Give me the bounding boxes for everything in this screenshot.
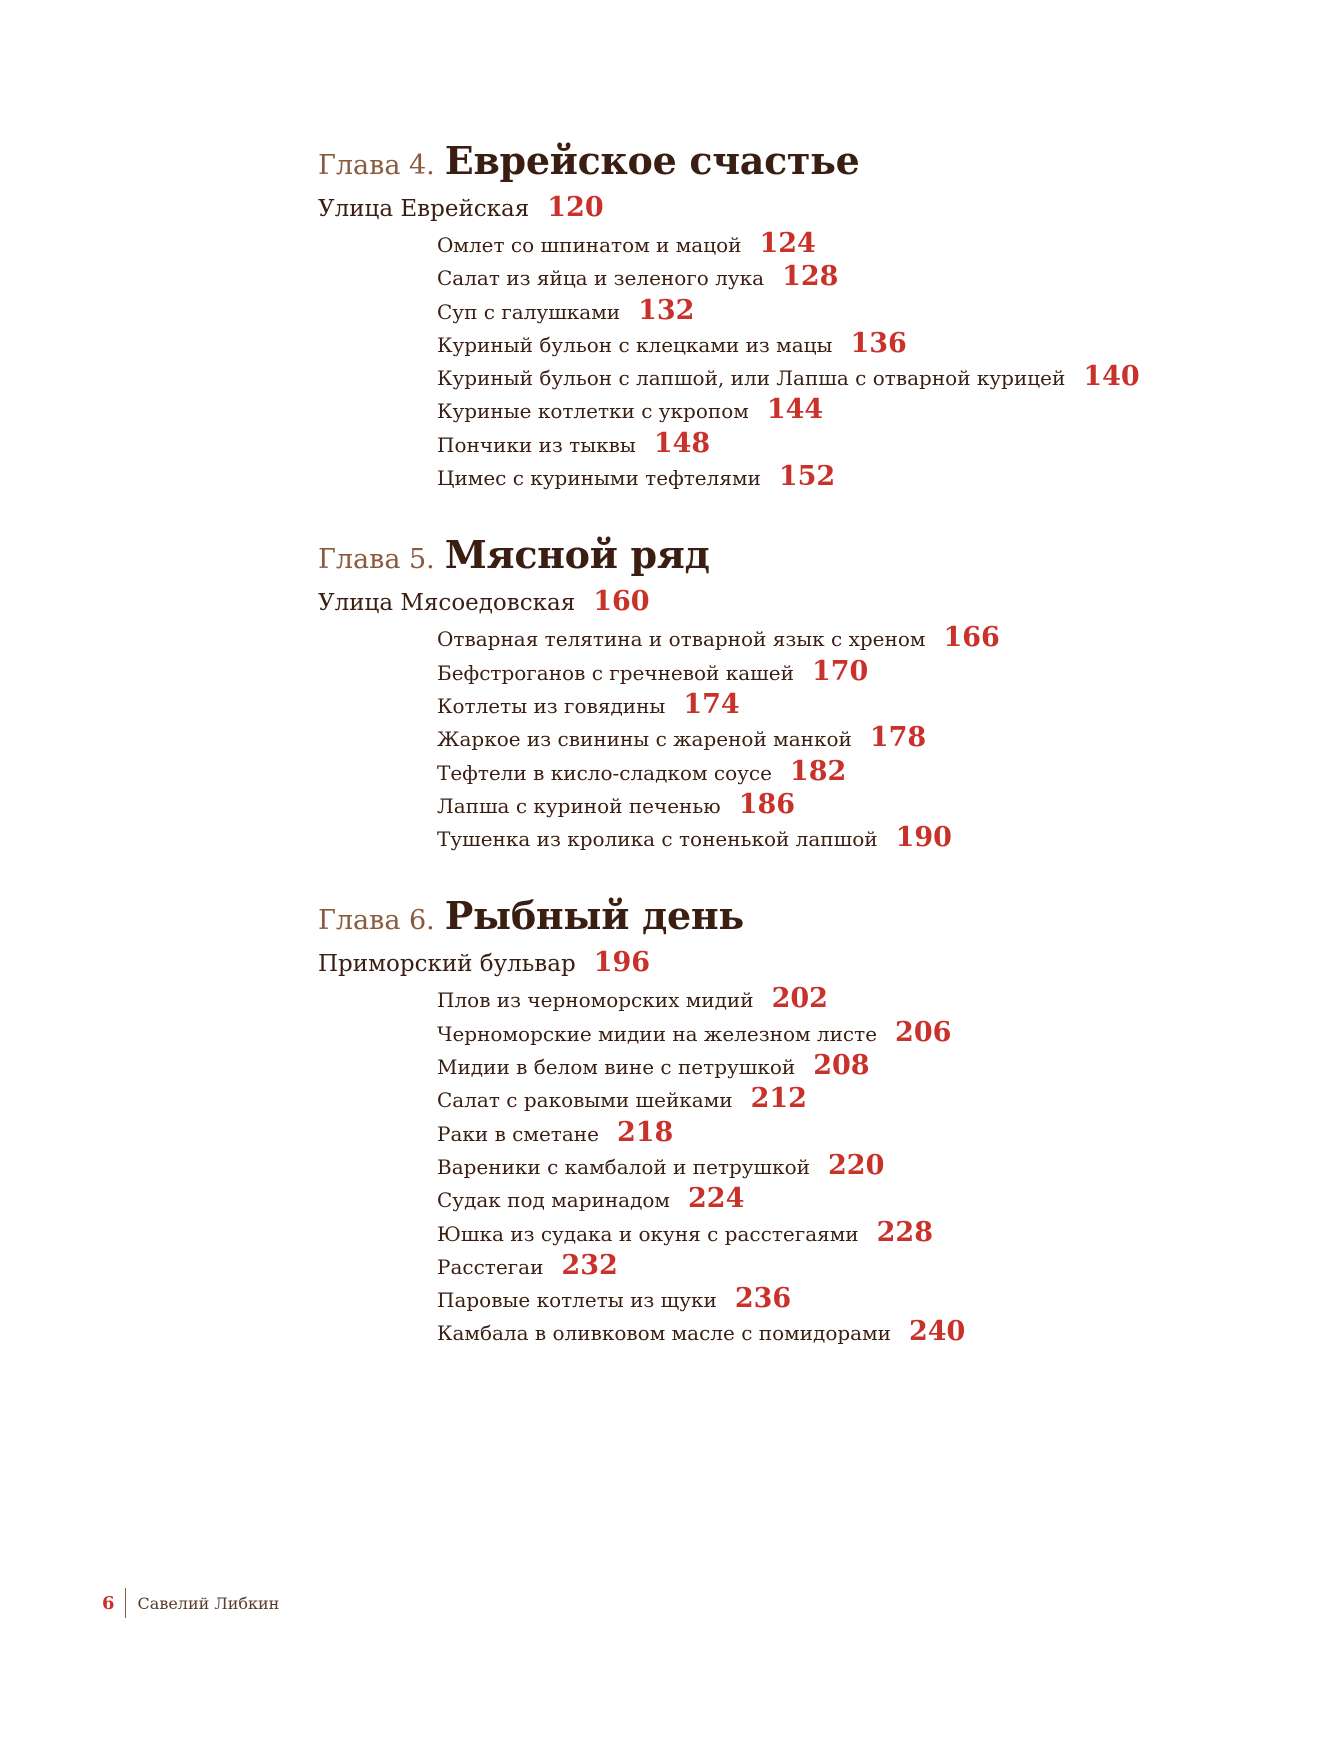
recipe-entry[interactable] [437,789,1278,822]
recipe-name: Салат из яйца и зеленого лука [437,266,765,291]
recipe-page-number: 218 [616,1116,674,1148]
recipe-entry[interactable] [437,656,1278,689]
chapter-title: Рыбный день [444,893,744,939]
recipe-name: Мидии в белом вине с петрушкой [437,1055,796,1080]
recipe-name: Юшка из судака и окуня с расстегаями [437,1221,859,1246]
street-entry[interactable] [318,947,1278,983]
chapter-title: Еврейское счастье [444,138,860,183]
recipe-name: Куриный бульон с лапшой, или Лапша с отварной курицей [437,366,1066,391]
street-name: Улица Мясоедовская [318,590,576,617]
recipe-name: Цимес с куриными тефтелями [437,466,761,491]
footer-divider [125,1588,126,1618]
recipe-page-number: 144 [766,394,824,426]
recipe-entry[interactable] [437,983,1278,1016]
recipe-entry[interactable] [437,822,1278,855]
recipe-page-number: 174 [683,688,740,720]
chapter-section [318,138,1278,494]
recipe-name: Куриные котлетки с укропом [437,399,749,424]
recipe-entry[interactable] [437,1183,1278,1216]
chapter-label: Глава 4. [318,150,435,181]
recipe-list [437,228,1278,494]
chapter-header [318,532,1278,586]
recipe-list [437,983,1278,1349]
chapter-header [318,893,1278,947]
recipe-name: Тефтели в кисло-сладком соусе [437,760,772,785]
recipe-page-number: 152 [778,461,836,493]
recipe-entry[interactable] [437,1117,1278,1150]
street-entry[interactable] [318,192,1278,228]
page-footer [102,1588,279,1618]
recipe-page-number: 228 [876,1216,933,1248]
recipe-page-number: 202 [771,983,828,1015]
recipe-entry[interactable] [437,394,1278,427]
recipe-entry[interactable] [437,328,1278,361]
recipe-name: Отварная телятина и отварной язык с хреном [437,627,926,652]
street-name: Улица Еврейская [318,196,530,222]
recipe-entry[interactable] [437,428,1278,461]
chapter-header [318,138,1278,192]
recipe-entry[interactable] [437,1017,1278,1050]
recipe-name: Пончики из тыквы [437,432,636,457]
street-page-number: 196 [593,947,651,979]
recipe-entry[interactable] [437,461,1278,494]
recipe-page-number: 136 [850,327,907,359]
recipe-page-number: 220 [828,1149,885,1181]
recipe-page-number: 232 [561,1249,618,1281]
recipe-entry[interactable] [437,622,1278,655]
recipe-entry[interactable] [437,689,1278,722]
chapter-label: Глава 5. [318,544,435,576]
street-entry[interactable] [318,586,1278,622]
recipe-page-number: 182 [789,755,847,787]
recipe-page-number: 148 [653,427,711,459]
recipe-page-number: 190 [895,822,952,854]
recipe-page-number: 166 [943,622,1000,654]
footer-author: Савелий Либкин [137,1593,280,1613]
recipe-name: Плов из черноморских мидий [437,988,754,1013]
recipe-entry[interactable] [437,1316,1278,1349]
recipe-entry[interactable] [437,1217,1278,1250]
recipe-page-number: 132 [638,294,695,326]
chapter-title: Мясной ряд [444,532,710,578]
recipe-page-number: 178 [869,722,927,754]
recipe-entry[interactable] [437,1050,1278,1083]
recipe-entry[interactable] [437,295,1278,328]
recipe-entry[interactable] [437,756,1278,789]
recipe-name: Тушенка из кролика с тоненькой лапшой [437,827,878,852]
recipe-name: Лапша с куриной печенью [437,793,721,818]
recipe-name: Расстегаи [437,1254,544,1279]
recipe-name: Суп с галушками [437,299,621,324]
recipe-entry[interactable] [437,1083,1278,1116]
table-of-contents [318,138,1278,1388]
chapter-label: Глава 6. [318,905,435,937]
recipe-name: Котлеты из говядины [437,693,666,718]
chapter-section [318,532,1278,855]
chapter-section [318,893,1278,1349]
recipe-page-number: 186 [738,788,796,820]
recipe-entry[interactable] [437,1250,1278,1283]
recipe-name: Раки в сметане [437,1121,599,1146]
recipe-name: Паровые котлеты из щуки [437,1288,717,1313]
recipe-name: Камбала в оливковом масле с помидорами [437,1321,891,1346]
recipe-name: Судак под маринадом [437,1188,670,1213]
recipe-entry[interactable] [437,722,1278,755]
recipe-name: Жаркое из свинины с жареной манкой [437,727,852,752]
recipe-name: Салат с раковыми шейками [437,1088,733,1113]
recipe-page-number: 212 [750,1083,807,1115]
recipe-entry[interactable] [437,1283,1278,1316]
recipe-list [437,622,1278,855]
recipe-name: Вареники с камбалой и петрушкой [437,1154,810,1179]
street-page-number: 120 [547,192,604,223]
recipe-page-number: 140 [1083,361,1140,393]
street-page-number: 160 [593,586,650,618]
recipe-page-number: 224 [688,1183,745,1215]
recipe-page-number: 170 [811,655,869,687]
recipe-page-number: 240 [908,1316,966,1348]
footer-page-number: 6 [102,1592,115,1614]
recipe-page-number: 208 [813,1050,870,1082]
recipe-page-number: 128 [782,261,839,293]
recipe-entry[interactable] [437,261,1278,294]
recipe-name: Омлет со шпинатом и мацой [437,233,742,257]
recipe-page-number: 124 [759,228,816,259]
recipe-name: Бефстроганов с гречневой кашей [437,660,794,685]
recipe-name: Черноморские мидии на железном листе [437,1021,878,1046]
recipe-entry[interactable] [437,361,1278,394]
recipe-page-number: 206 [895,1016,952,1048]
recipe-entry[interactable] [437,1150,1278,1183]
recipe-name: Куриный бульон с клецками из мацы [437,332,833,357]
recipe-entry[interactable] [437,228,1278,261]
recipe-page-number: 236 [734,1283,792,1315]
street-name: Приморский бульвар [318,951,576,978]
